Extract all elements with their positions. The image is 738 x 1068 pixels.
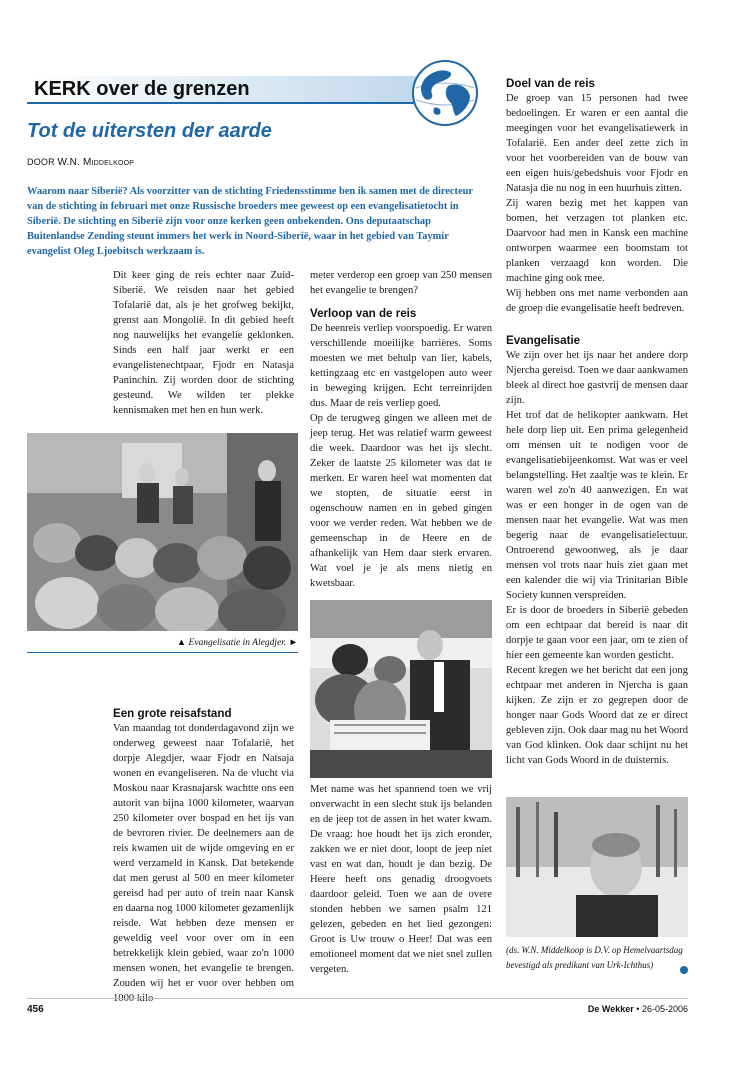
footer-divider — [27, 998, 688, 999]
section-body: We zijn over het ijs naar het andere dorp Njercha gereisd. Toen we daar aankwamen bleek al direct hoe gastvrij de mensen daar zijn. — [506, 350, 689, 406]
section-heading: Verloop van de reis — [310, 307, 417, 320]
column-c-top — [506, 76, 688, 316]
photo-reading-together — [310, 600, 492, 778]
section-body: Het trof dat de helikopter aankwam. Het hele dorp liep uit. Een prima gelegenheid om mensen uit te nodigen voor de evangelisatiebijeenkomst. Wat was er veel belangstelling. Het zaaltje was te klein. Er waren wel zo'n 40 aanwezigen. En wat was er een honger in de ogen van de mensen naar het evangelie. Wat was men begerig naar de evangelisatielectuur. Ontroerend gewoonweg, als je daar mensen vol trots naar huis ziet gaan met een kalender die wij via Trinitarian Bible Society kunnen verspreiden. — [506, 410, 688, 601]
footer-issue — [588, 1004, 688, 1014]
section-body: Van maandag tot donderdagavond zijn we onderweg geweest naar Tofalarië, het dorpje Alegdjer, waar Fjodr en Natsaja wonen en evangeliseren. Na de vlucht via Moskou naar Krasnajarsk wachtte ons een autorit van bijna 1000 kilometer, waarvan 250 kilometer over bospad en het ijs van de bevroren rivier. De deelnemers aan de reis kwamen uit de wijde omgeving en er werd verzameld in Kansk. Dat betekende dat men gerust al 500 en meer kilometer gereisd had per auto of trein naar Kansk en daarna nog 1000 kilometer gezamenlijk reisde. Wat hebben deze mensen er geweldig veel voor over om in een betrekkelijk klein gebied, waar zo'n 1000 mensen wonen, het evangelie te brengen. Zouden wij het er voor over hebben om — [113, 723, 294, 989]
section-body: Zij waren bezig met het kappen van bomen, het verzagen tot planken etc. Daarvoor had men in Kansk een machine ontworpen waarmee een boomstam tot planken verzaagd kon worden. Die machine ging ook mee. — [506, 198, 688, 284]
column-b-top — [310, 268, 492, 591]
section-heading: Evangelisatie — [506, 334, 581, 347]
section-heading: Doel van de reis — [506, 77, 595, 90]
lead-paragraph: Waarom naar Siberië? Als voorzitter van de stichting Friedensstimme ben ik samen met de directeur van de stichting in februari met onze Russische broeders mee geweest op een evangelisatietocht in Siberië. De stichting en Siberië zijn voor onze kerken geen onbekenden. Ons deputaatschap Buitenlandse Zending steunt immers het werk in Noord-Siberië, waar in het gebied van Taymir evangelist Oleg Ljoebitsch werkzaam is. — [27, 186, 473, 257]
section-heading: Een grote reisafstand — [113, 707, 232, 720]
byline-prefix: DOOR — [27, 157, 55, 167]
photo-caption-3: (ds. W.N. Middelkoop is D.V. op Hemelvaartsdag bevestigd als predikant van Urk-Ichthus) — [506, 945, 683, 970]
section-label: KERK over de grenzen — [34, 78, 250, 100]
caption-divider — [27, 652, 298, 653]
continuation-paragraph: meter verderop een groep van 250 mensen het evangelie te brengen? — [310, 270, 492, 296]
page-number: 456 — [27, 1004, 44, 1015]
intro-paragraph: Dit keer ging de reis echter naar Zuid-Siberië. We reisden naar het gebied Tofalarië dat, als je het grofweg bekijkt, grenst aan Mongolië. In dit gebied heeft nog nauwelijks het evangelie geklonken. Sinds een half jaar werkt er een evangelistenechtpaar, Fjodr en Natasja Paninchin. Zij worden door de stichting gesteund. We wilden ter plekke kennismaken met hen en hun werk. — [113, 270, 294, 416]
photo-author-portrait — [506, 797, 688, 937]
section-body: De heenreis verliep voorspoedig. Er waren verschillende moeilijke barrières. Soms moesten we met behulp van lier, kabels, kettingzaag etc en vastgelopen auto weer in beweging krijgen. Echt terreinrijden dus. Maar de reis verliep goed. — [310, 323, 492, 409]
author-name: W.N. Middelkoop — [57, 157, 135, 168]
column-b-bottom: Met name was het spannend toen we vrij onverwacht in een slecht stuk ijs belanden en de jeep tot de assen in het water kwam. De vraag: hoe houdt het ijs zich eronder, zakken we er niet door, loopt de jeep niet vast en wat dan, houdt je dan bezig. De Heere heeft ons genadig droogvoets daardoor geleid. Toen we aan de overe stonden hebben we samen psalm 121 gelezen, gebeden en het lied gezongen: Groot is Uw trouw o Heer! Dat was een emotioneel moment dat we niet snel zullen vergeten. — [310, 784, 492, 975]
article-title: Tot de uitersten der aarde — [27, 120, 272, 142]
photo-evangelisation-meeting — [27, 433, 298, 631]
publication-name: De Wekker — [587, 1004, 634, 1014]
section-evangelisatie — [506, 333, 688, 768]
end-mark — [680, 966, 688, 974]
section-reisafstand — [113, 706, 294, 1006]
section-body: Op de terugweg gingen we alleen met de jeep terug. Het was relatief warm geweest die week. Daardoor was het ijs slecht. Zeker de laatste 25 kilometer was dat te merken. Er waren heel wat momenten dat we stopten, de situatie eerst in ogenschouw namen en in gebed gingen voor we verder reden. Wat hebben we de gemeenschap in de Heere en de afhankelijk van Hem daar sterk ervaren. Wat voel je je als mens nietig en kwetsbaar. — [310, 413, 492, 589]
byline — [27, 157, 134, 168]
section-body: Er is door de broeders in Siberië gebeden om een echtpaar dat bereid is naar dit dorpje te gaan voor een jaar, om te zien of hier een gemeente kan worden gesticht. — [506, 605, 688, 661]
issue-date: • 26-05-2006 — [636, 1004, 688, 1014]
section-body: Wij hebben ons met name verbonden aan de groep die evangelisatie heeft bedreven. — [506, 288, 688, 314]
section-body: Recent kregen we het bericht dat een jong echtpaar met anderen in Njercha is gaan kijken. Ze zijn er zo gegrepen door de honger naar Gods Woord dat ze er direct gebleven zijn. Ook daar mag nu het Woord van God klinken. Ook daar schijnt nu het licht van Gods Woord in de duisternis. — [506, 665, 688, 766]
photo-caption-1: ▲ Evangelisatie in Alegdjer. ► — [176, 638, 298, 648]
globe-icon — [410, 58, 480, 128]
section-body: De groep van 15 personen had twee bedoelingen. Er waren er een aantal die meegingen voor het evangelisatiewerk in Tofalarië. Een ander deel zette zich in voor het voorbereiden van de bouw van een eigen huis/gebedshuis voor Fjodr en Natasja die nu nog in een huurhuis zitten. — [506, 93, 688, 194]
